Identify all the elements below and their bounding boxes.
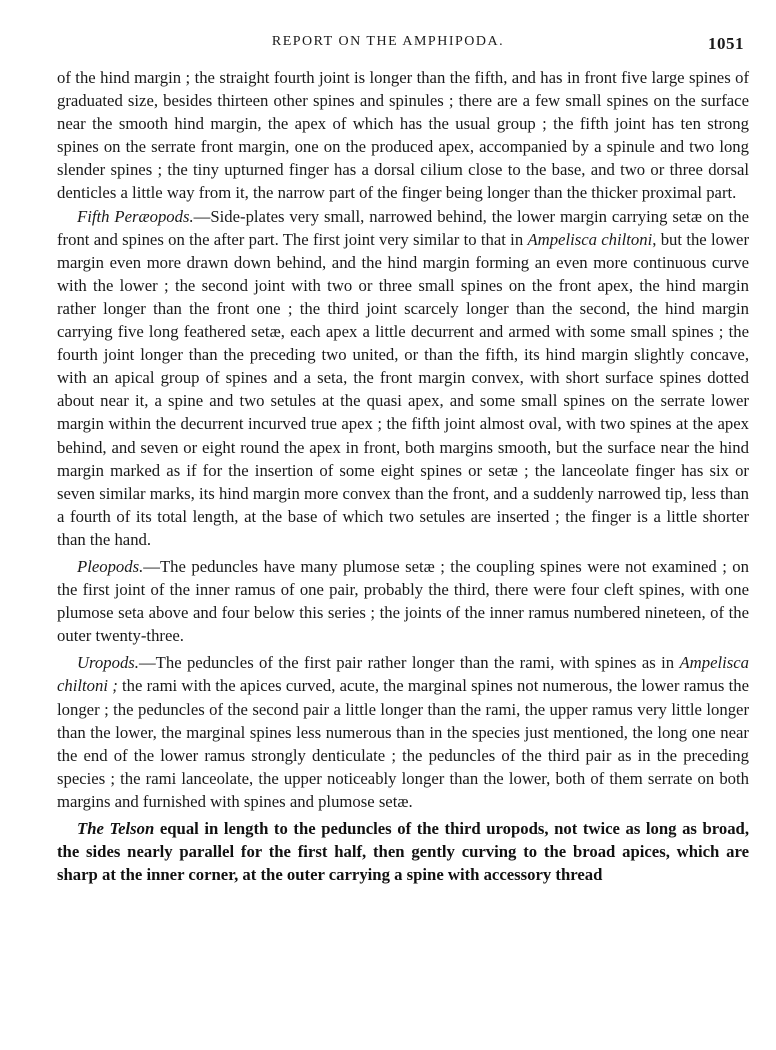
paragraph-telson bbox=[57, 817, 749, 886]
paragraph-uropods bbox=[57, 651, 749, 813]
paragraph-text: —The peduncles have many plumose setæ ; the coupling spines were not examined ; on the first joint of the inner ramus of one pair, probably the third, there were four cleft spines, with one plumose seta above and four below this series ; the joints of the inner ramus numbered nineteen, of the outer twenty-three. bbox=[57, 556, 749, 646]
paragraph-continuation bbox=[57, 66, 749, 205]
page-number: 1051 bbox=[708, 34, 744, 53]
section-heading: The Telson bbox=[77, 819, 155, 838]
section-heading: Fifth Peræopods. bbox=[77, 206, 194, 226]
taxon-name: Ampelisca chiltoni ; bbox=[57, 653, 749, 696]
running-title: REPORT ON THE AMPHIPODA. bbox=[271, 34, 505, 49]
paragraph-text: —The peduncles of the first pair rather longer than the rami, with spines as in bbox=[138, 653, 680, 673]
paragraph-text: , but the lower margin even more drawn down behind, and the hind margin forming an even more continuous curve with the lower ; the second joint with two or three small spines on the front apex, the hind margin rather longer than the front one ; the third joint scarcely longer than the second, the hind margin carrying five long feathered setæ, each apex a little decurrent and armed with some small spines ; the fourth joint longer than the preceding two united, or than the fifth, its hind margin slightly concave, with an apical group of spines and a seta, the front margin convex, with short surface spines dotted about near it, a spine and two setules at the quasi apex, and some small spines on the serrate lower margin within the decurrent incurved true apex ; the fifth joint almost oval, with two spines at the apex behind, and seven or eight round the apex in front, both margins smooth, but the surface near the hind margin marked as if for the insertion of some eight spines or setæ ; the lanceolate finger has six or seven similar marks, its hind margin more convex than the front, and a suddenly narrowed tip, less than a fourth of its total length, at the base of which two setules are inserted ; the finger is a little shorter than the hand. bbox=[57, 229, 749, 549]
paragraph-text: of the hind margin ; the straight fourth joint is longer than the fifth, and has in front five large spines of graduated size, besides thirteen other spines and spinules ; there are a few small spines on the surface near the smooth hind margin, the apex of which has the usual group ; the fifth joint has ten strong spines on the serrate front margin, one on the produced apex, accompanied by a spinule and two long slender spines ; the tiny upturned finger has a dorsal cilium close to the base, and two or three dorsal denticles a little way from it, the narrow part of the finger being longer than the thicker proximal part. bbox=[57, 68, 749, 203]
body-text bbox=[57, 66, 749, 886]
paragraph-pleopods bbox=[57, 555, 749, 647]
paragraph-text: the rami with the apices curved, acute, the marginal spines not numerous, the lower ramus the longer ; the peduncles of the second pair a little longer than the rami, the upper ramus very little longer than the lower, the marginal spines less numerous than in the species just mentioned, the long one near the end of the lower ramus strongly denticulate ; the peduncles of the third pair as in the preceding species ; the rami lanceolate, the upper noticeably longer than the lower, both of them serrate on both margins and furnished with spines and plumose setæ. bbox=[57, 676, 749, 811]
taxon-name: Ampelisca chiltoni bbox=[527, 229, 653, 249]
section-heading: Pleopods. bbox=[77, 556, 144, 576]
running-head bbox=[0, 34, 776, 54]
paragraph-text: equal in length to the peduncles of the third uropods, not twice as long as broad, the sides nearly parallel for the first half, then gently curving to the broad apices, which are sharp at the inner corner, at the outer carrying a spine with accessory thread bbox=[57, 819, 749, 885]
section-heading: Uropods. bbox=[77, 653, 139, 673]
paragraph-text: —Side-plates very small, narrowed behind, the lower margin carrying setæ on the front and spines on the after part. The first joint very similar to that in bbox=[57, 206, 749, 249]
paragraph-fifth-peraeopods bbox=[57, 205, 749, 551]
